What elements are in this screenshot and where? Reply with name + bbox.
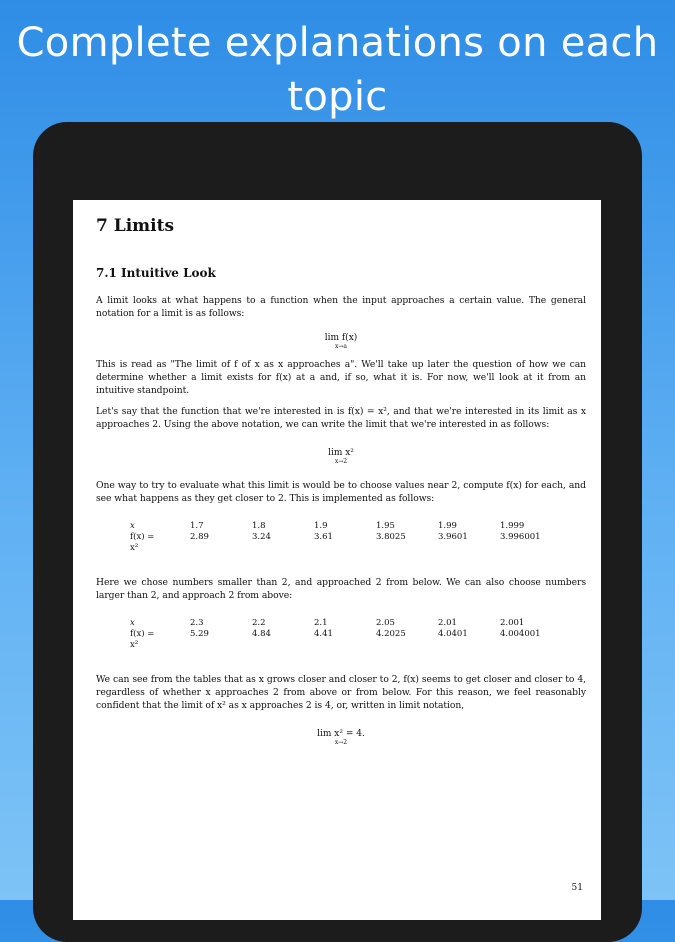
table-row: [130, 521, 562, 532]
values-table-below: [130, 521, 562, 554]
limit-expression: [317, 730, 365, 746]
promo-headline: Complete explanations on each topic: [16, 20, 659, 120]
table-cell: 3.8025: [376, 532, 406, 542]
values-table-above: [130, 618, 562, 651]
example-paragraph: Let's say that the function that we're interested in is f(x) = x², and that we're interested in its limit as x approaches 2. Using the above notation, we can write the limit that we're interested in as follows:: [96, 406, 586, 430]
table-cell: 3.24: [252, 532, 271, 542]
limit-expression: [325, 334, 358, 350]
document-page[interactable]: [73, 200, 601, 920]
table-row: [130, 543, 562, 554]
table-row: [130, 629, 562, 640]
table-cell: 2.1: [314, 618, 328, 628]
limit-main: lim f(x): [324, 333, 358, 343]
table-cell: 4.41: [314, 629, 333, 639]
limit-expression: [328, 449, 354, 465]
table-cell: 4.84: [252, 629, 271, 639]
formula-result: [96, 730, 586, 746]
formula-example: [96, 449, 586, 465]
fx-label: f(x) =: [130, 629, 155, 639]
x-label: x: [130, 521, 135, 531]
read-paragraph: This is read as "The limit of f of x as x approaches a". We'll take up later the question of how we can determine whether a limit exists for f(x) at a and, if so, what it is. For now, we'll look at it from an intuitive standpoint.: [96, 359, 586, 396]
limit-main: lim x²: [328, 448, 354, 458]
table-row: [130, 640, 562, 651]
table-cell: 1.9: [314, 521, 328, 531]
table-cell: 4.2025: [376, 629, 406, 639]
intro-paragraph: A limit looks at what happens to a function when the input approaches a certain value. The general notation for a limit is as follows:: [96, 295, 586, 319]
x-label: x: [130, 618, 135, 628]
table-cell: 2.89: [190, 532, 209, 542]
table-cell: 2.05: [376, 618, 395, 628]
limit-subscript: x→2: [334, 739, 348, 746]
evaluate-paragraph: One way to try to evaluate what this limit is would be to choose values near 2, compute f(x) for each, and see what happens as they get closer to 2. This is implemented as follows:: [96, 480, 586, 504]
chapter-title: 7 Limits: [96, 216, 175, 236]
table-cell: 2.01: [438, 618, 457, 628]
table-cell: 4.0401: [438, 629, 468, 639]
table-cell: 1.7: [190, 521, 204, 531]
table-row: [130, 618, 562, 629]
table-cell: 2.001: [500, 618, 525, 628]
page-number: 51: [571, 883, 583, 893]
table-row: [130, 532, 562, 543]
tablet-frame: [33, 122, 642, 942]
fx-label-continued: x²: [130, 640, 139, 650]
document-content: [96, 216, 586, 746]
table-cell: 3.61: [314, 532, 333, 542]
table-cell: 1.99: [438, 521, 457, 531]
conclusion-paragraph: We can see from the tables that as x grows closer and closer to 2, f(x) seems to get closer and closer to 4, regardless of whether x approaches 2 from above or from below. For this reason, we feel reasonably confident that the limit of x² as x approaches 2 is 4, or, written in limit notation,: [96, 674, 586, 711]
fx-label: f(x) =: [130, 532, 155, 542]
table-cell: 5.29: [190, 629, 209, 639]
table-cell: 2.3: [190, 618, 204, 628]
choose-paragraph: Here we chose numbers smaller than 2, and approached 2 from below. We can also choose numbers larger than 2, and approach 2 from above:: [96, 577, 586, 601]
limit-main: lim x² = 4.: [317, 729, 365, 739]
table-cell: 4.004001: [500, 629, 541, 639]
table-cell: 3.9601: [438, 532, 468, 542]
table-cell: 1.8: [252, 521, 266, 531]
section-title: 7.1 Intuitive Look: [96, 266, 216, 280]
limit-subscript: x→a: [335, 343, 347, 350]
table-cell: 2.2: [252, 618, 266, 628]
limit-subscript: x→2: [334, 458, 348, 465]
table-cell: 1.95: [376, 521, 395, 531]
fx-label-continued: x²: [130, 543, 139, 553]
table-cell: 3.996001: [500, 532, 541, 542]
table-cell: 1.999: [500, 521, 525, 531]
formula-general: [96, 334, 586, 350]
